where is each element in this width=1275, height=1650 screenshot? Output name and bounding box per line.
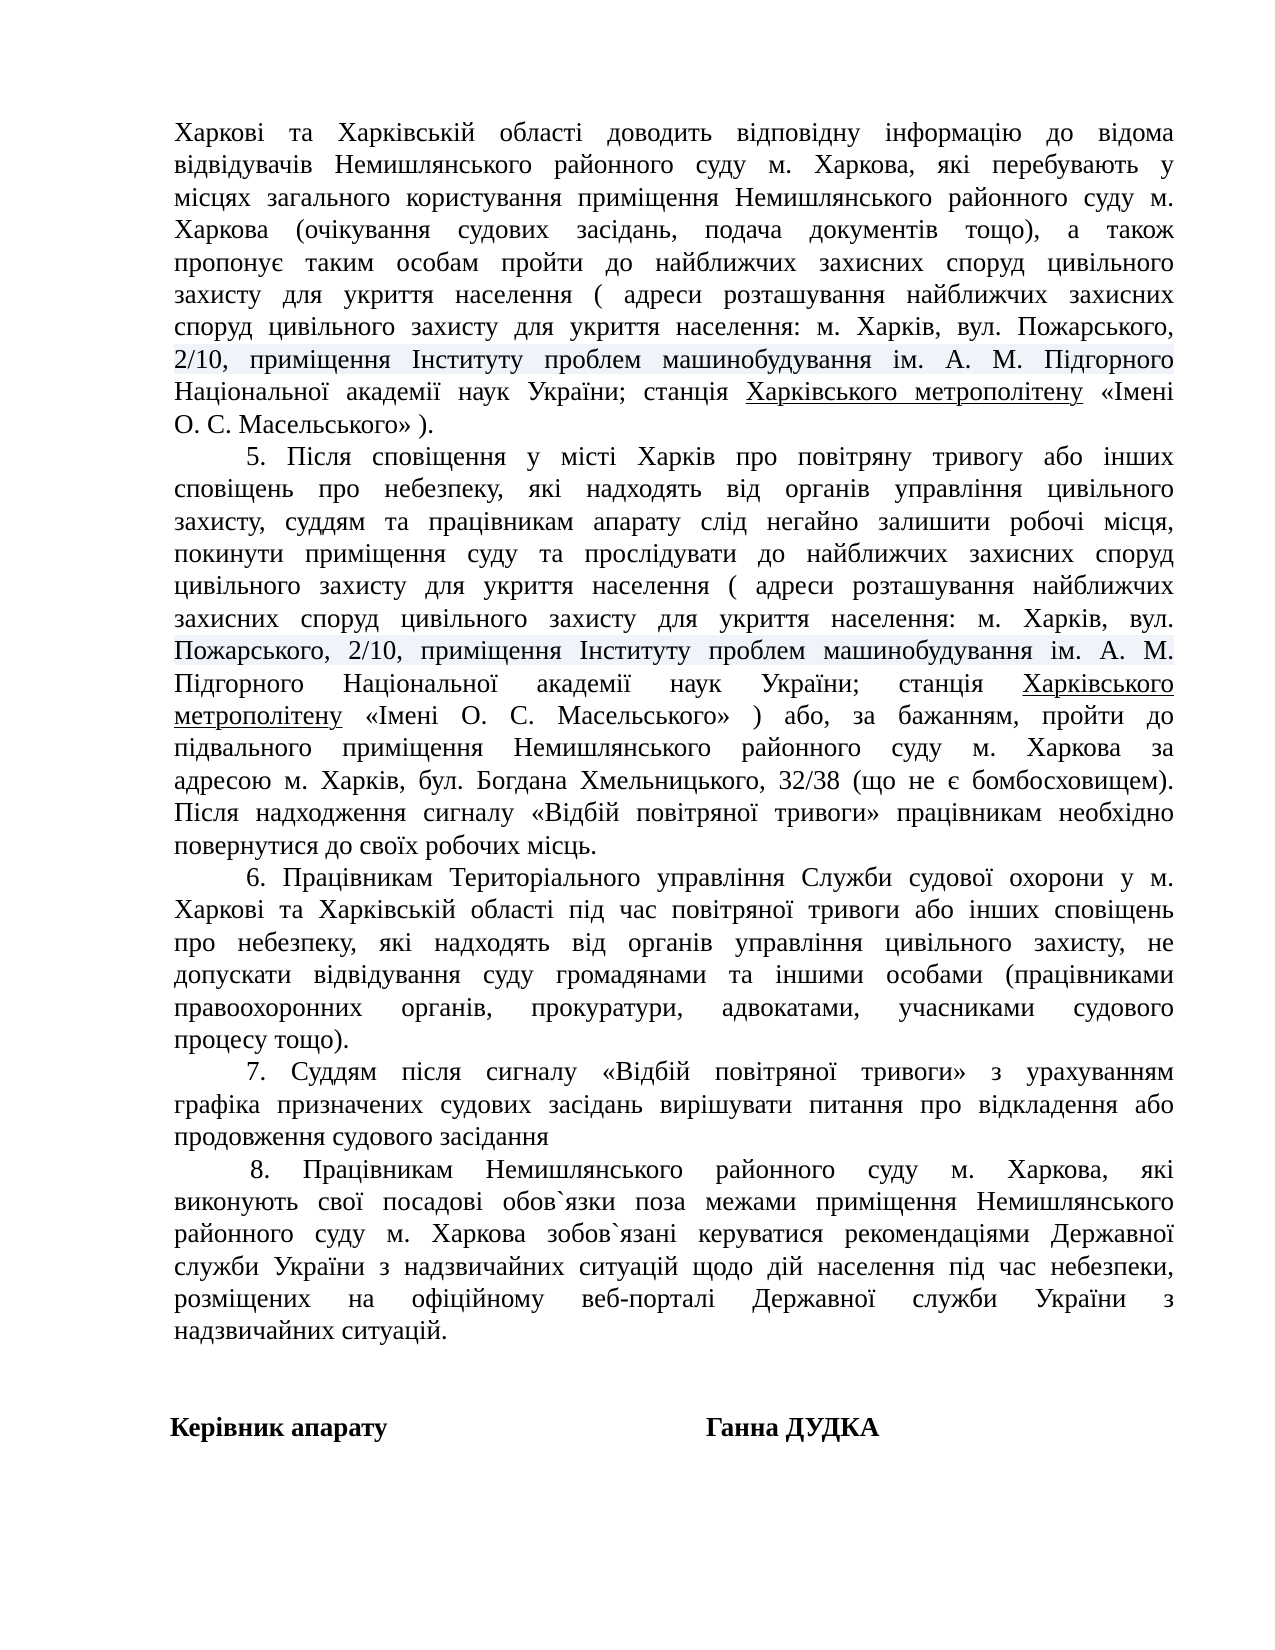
text-line: [174, 1055, 1174, 1087]
line-text: Харкові та Харківській області під час повітряної тривоги або інших сповіщень: [174, 894, 1174, 925]
text-line: [174, 343, 1174, 375]
line-text: графіка призначених судових засідань вирішувати питання про відкладення або: [174, 1088, 1174, 1119]
text-segment: Національної академії наук України; станція: [174, 376, 746, 407]
line-text: виконують свої посадові обов`язки поза межами приміщення Немишлянського: [174, 1185, 1174, 1216]
text-line: [174, 375, 1174, 407]
line-text: допускати відвідування суду громадянами та іншими особами (працівниками: [174, 959, 1174, 990]
line-text: сповіщень про небезпеку, які надходять від органів управління цивільного: [174, 473, 1174, 504]
line-text: цивільного захисту для укриття населення ( адреси розташування найближчих: [174, 570, 1174, 601]
line-text: підвального приміщення Немишлянського районного суду м. Харкова за: [174, 732, 1174, 763]
text-line: [174, 181, 1174, 213]
line-text: 2/10, приміщення Інституту проблем машинобудування ім. А. М. Підгорного: [174, 343, 1174, 374]
line-text: захисту для укриття населення ( адреси розташування найближчих захисних: [174, 278, 1174, 309]
line-text: покинути приміщення суду та прослідувати до найближчих захисних споруд: [174, 538, 1174, 569]
text-line: [174, 278, 1174, 310]
text-line: [174, 116, 1174, 148]
text-segment: «Імені: [1083, 376, 1175, 407]
line-text: повернутися до своїх робочих місць.: [174, 829, 598, 860]
line-text: 5. Після сповіщення у місті Харків про повітряну тривогу або інших: [246, 440, 1174, 471]
text-line: [174, 1120, 1174, 1152]
text-line: [174, 472, 1174, 504]
text-line: [174, 408, 1174, 440]
text-line: [174, 213, 1174, 245]
line-text: місцях загального користування приміщення Немишлянського районного суду м.: [174, 181, 1174, 212]
text-line: [174, 991, 1174, 1023]
text-line: [174, 958, 1174, 990]
line-text: захисних споруд цивільного захисту для укриття населення: м. Харків, вул.: [174, 602, 1174, 633]
line-text: Після надходження сигналу «Відбій повітряної тривоги» працівникам необхідно: [174, 797, 1174, 828]
signature-position: Керівник апарату: [170, 1412, 388, 1442]
line-text: пропонує таким особам пройти до найближчих захисних споруд цивільного: [174, 246, 1174, 277]
text-line: [174, 1314, 1174, 1346]
line-text: процесу тощо).: [174, 1023, 350, 1054]
line-text: відвідувачів Немишлянського районного суду м. Харкова, які перебувають у: [174, 149, 1174, 180]
text-line: [174, 440, 1174, 472]
text-line: [174, 861, 1174, 893]
text-line: [174, 602, 1174, 634]
line-text: споруд цивільного захисту для укриття населення: м. Харків, вул. Пожарського,: [174, 311, 1174, 342]
text-line: [174, 634, 1174, 666]
signature-name: Ганна ДУДКА: [706, 1412, 880, 1442]
text-line: [174, 505, 1174, 537]
line-text: 8. Працівникам Немишлянського районного суду м. Харкова, які: [250, 1153, 1174, 1184]
line-text: служби України з надзвичайних ситуацій щодо дій населення під час небезпеки,: [174, 1250, 1174, 1281]
line-text: продовження судового засідання: [174, 1121, 549, 1152]
text-line: [174, 667, 1174, 699]
text-segment: «Імені О. С. Масельського» ) або, за бажанням, пройти до: [342, 700, 1174, 731]
text-line: [174, 1023, 1174, 1055]
document-body: [174, 116, 1174, 1347]
line-text: Пожарського, 2/10, приміщення Інституту проблем машинобудування ім. А. М.: [174, 635, 1174, 666]
line-text: Харкові та Харківській області доводить відповідну інформацію до відома: [174, 117, 1174, 147]
text-line: [174, 310, 1174, 342]
metro-link[interactable]: Харківського метрополітену: [745, 376, 1084, 407]
text-line: [174, 569, 1174, 601]
text-line: [174, 731, 1174, 763]
metro-link[interactable]: Харківського: [1022, 667, 1174, 698]
text-line: [174, 246, 1174, 278]
text-line: [174, 1282, 1174, 1314]
line-text: адресою м. Харків, бул. Богдана Хмельницького, 32/38 (що не є бомбосховищем).: [174, 764, 1174, 795]
text-line: [174, 764, 1174, 796]
line-text: захисту, суддям та працівникам апарату слід негайно залишити робочі місця,: [174, 505, 1174, 536]
text-line: [174, 893, 1174, 925]
line-text: 7. Суддям після сигналу «Відбій повітряної тривоги» з урахуванням: [246, 1056, 1174, 1087]
line-text: районного суду м. Харкова зобов`язані керуватися рекомендаціями Державної: [174, 1218, 1174, 1249]
text-line: [174, 537, 1174, 569]
text-segment: Підгорного Національної академії наук України; станція: [174, 667, 1023, 698]
text-line: [174, 1250, 1174, 1282]
text-line: [174, 1088, 1174, 1120]
line-text: О. С. Масельського» ).: [174, 408, 435, 439]
text-line: [174, 829, 1174, 861]
metro-link[interactable]: метрополітену: [174, 700, 343, 731]
text-line: [174, 796, 1174, 828]
text-line: [174, 926, 1174, 958]
text-line: [174, 699, 1174, 731]
text-line: [174, 148, 1174, 180]
line-text: надзвичайних ситуацій.: [174, 1315, 448, 1346]
text-line: [174, 1217, 1174, 1249]
line-text: розміщених на офіційному веб-порталі Державної служби України з: [174, 1283, 1174, 1314]
line-text: 6. Працівникам Територіального управління Служби судової охорони у м.: [246, 861, 1174, 892]
line-text: правоохоронних органів, прокуратури, адвокатами, учасниками судового: [174, 991, 1174, 1022]
line-text: Харкова (очікування судових засідань, подача документів тощо), а також: [174, 214, 1174, 245]
text-line: [174, 1185, 1174, 1217]
text-line: [174, 1153, 1174, 1185]
line-text: про небезпеку, які надходять від органів управління цивільного захисту, не: [174, 926, 1174, 957]
